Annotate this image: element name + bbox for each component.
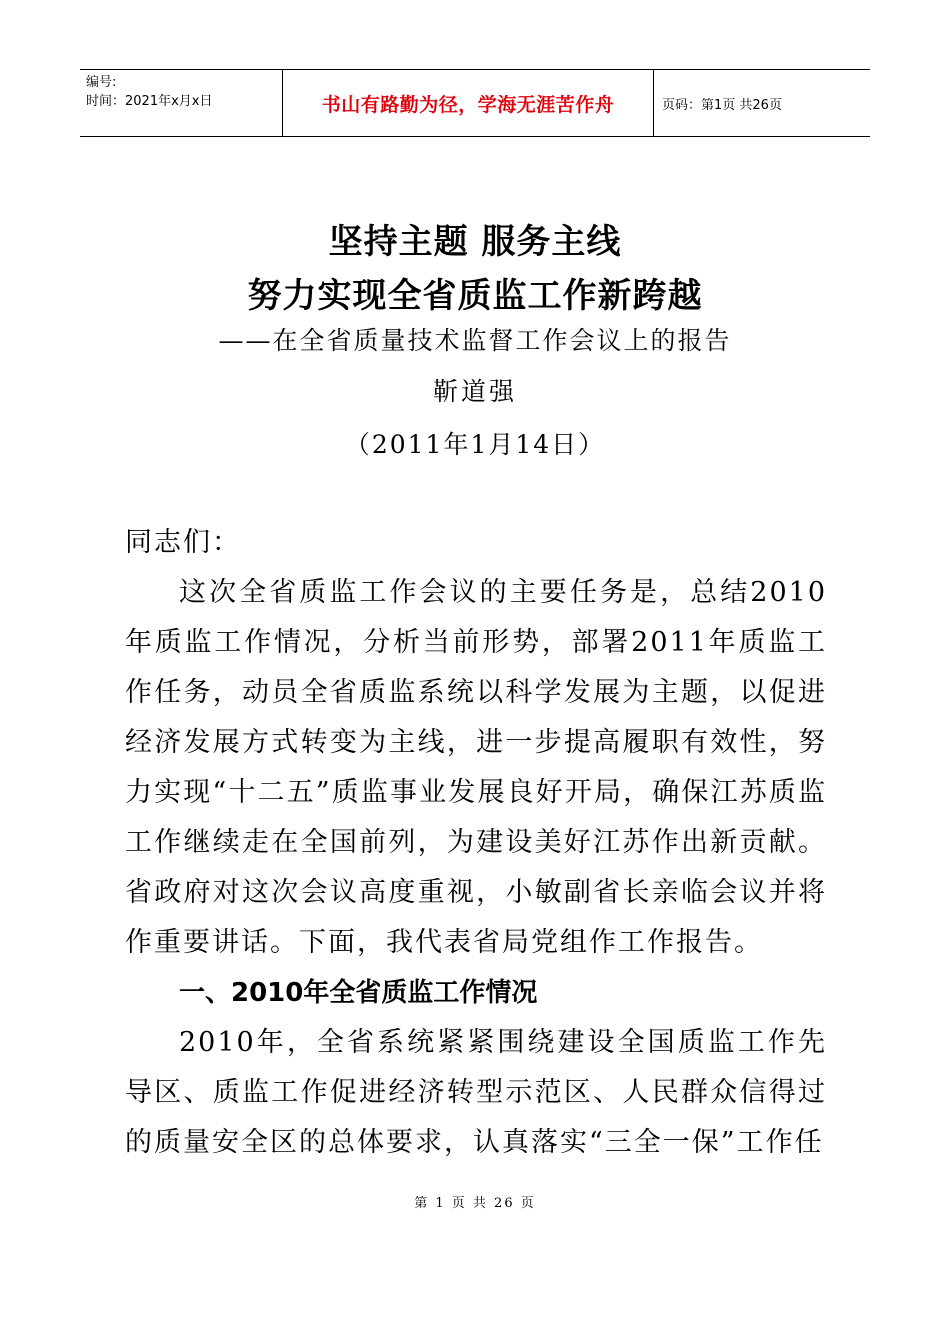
motto-text: 书山有路勤为径，学海无涯苦作舟 xyxy=(321,93,615,116)
document-author: 靳道强 xyxy=(432,377,517,406)
header-meta-cell xyxy=(80,70,282,136)
paragraph-section1: 2010年，全省系统紧紧围绕建设全国质监工作先导区、质监工作促进经济转型示范区、人民群众信得过的质量安全区的总体要求，认真落实“三全一保”工作任 xyxy=(125,1027,827,1158)
salutation: 同志们： xyxy=(125,527,241,558)
header-page-cell xyxy=(654,70,870,136)
document-body xyxy=(125,518,827,1168)
number-label: 编号: xyxy=(86,75,117,90)
document-subtitle: ——在全省质量技术监督工作会议上的报告 xyxy=(218,326,732,355)
document-title-line2: 努力实现全省质监工作新跨越 xyxy=(247,276,703,316)
time-label: 时间：2021年x月x日 xyxy=(86,94,213,109)
page-info: 页码：第1页 共26页 xyxy=(662,97,782,113)
paragraph-intro: 这次全省质监工作会议的主要任务是，总结2010年质监工作情况，分析当前形势，部署2011年质监工作任务，动员全省质监系统以科学发展为主题，以促进经济发展方式转变为主线，进一步提高履职有效性，努力实现“十二五”质监事业发展良好开局，确保江苏质监工作继续走在全国前列，为建设美好江苏作出新贡献。省政府对这次会议高度重视，小敏副省长亲临会议并将作重要讲话。下面，我代表省局党组作工作报告。 xyxy=(125,577,827,958)
document-title-line1: 坚持主题 服务主线 xyxy=(328,222,622,262)
section-heading: 一、2010年全省质监工作情况 xyxy=(179,978,538,1008)
document-header-table xyxy=(80,69,870,137)
document-date: （2011年1月14日） xyxy=(344,430,606,459)
header-motto-cell xyxy=(282,70,654,136)
page-footer: 第 1 页 共 26 页 xyxy=(414,1196,536,1211)
